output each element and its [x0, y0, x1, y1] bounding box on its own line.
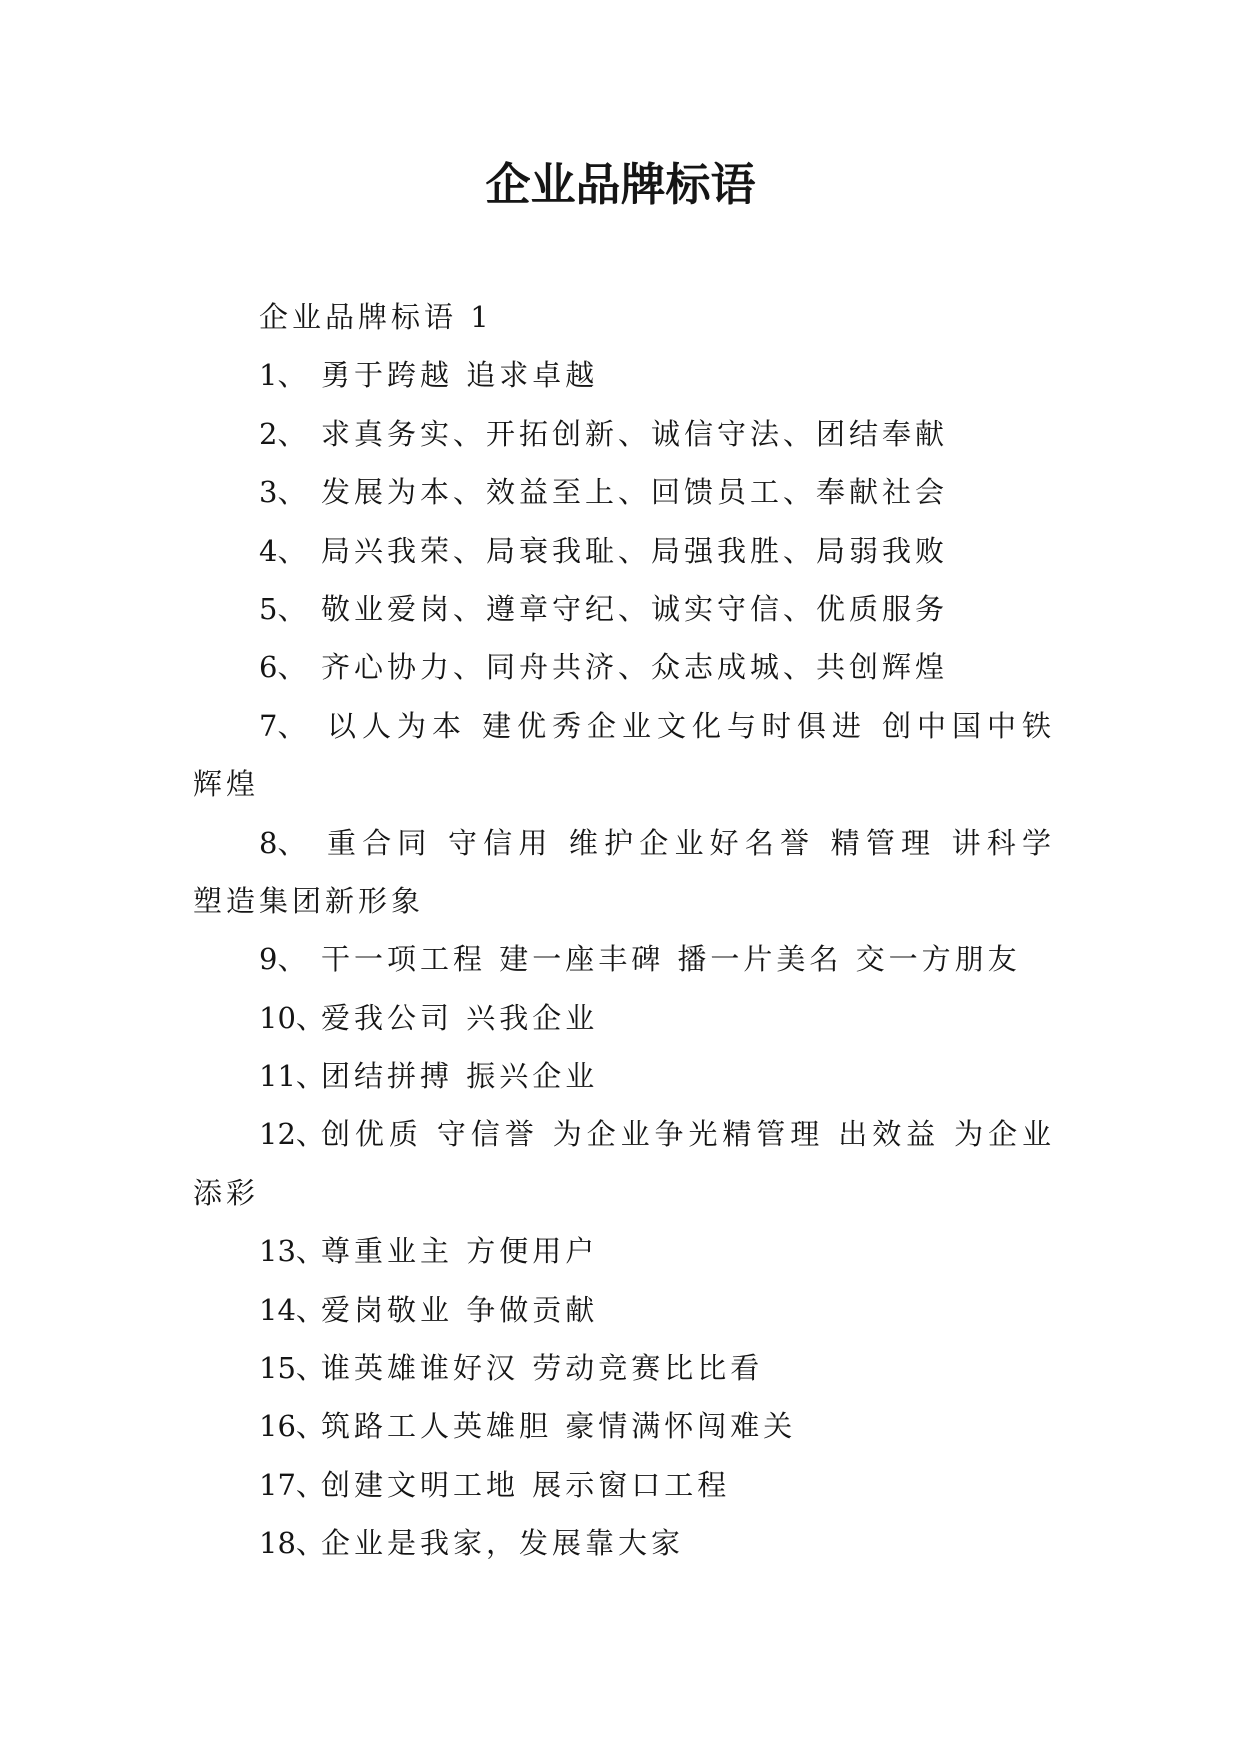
- slogan-item: [193, 989, 1055, 1047]
- slogan-text: 发展为本、效益至上、回馈员工、奉献社会: [321, 475, 949, 510]
- slogan-text: 以人为本 建优秀企业文化与时俱进 创中国中铁: [327, 708, 1055, 743]
- slogan-item: [193, 638, 1055, 696]
- slogan-number: 17、: [259, 1467, 325, 1502]
- slogan-number: 4、: [259, 533, 307, 568]
- slogan-text: 局兴我荣、局衰我耻、局强我胜、局弱我败: [321, 533, 949, 568]
- section-heading: [193, 288, 1055, 346]
- slogan-item: [193, 1514, 1055, 1572]
- slogan-text: 敬业爱岗、遵章守纪、诚实守信、优质服务: [321, 591, 949, 626]
- slogan-item: [193, 1047, 1055, 1105]
- slogan-item: [193, 1222, 1055, 1280]
- slogan-continuation-text: 添彩: [193, 1175, 260, 1210]
- slogan-number: 3、: [259, 475, 307, 510]
- slogan-continuation: [193, 872, 1055, 930]
- slogan-continuation: [193, 1164, 1055, 1222]
- slogan-text: 创建文明工地 展示窗口工程: [321, 1467, 731, 1502]
- slogan-number: 1、: [259, 358, 307, 393]
- slogan-item: [193, 697, 1055, 755]
- slogan-text: 齐心协力、同舟共济、众志成城、共创辉煌: [321, 650, 949, 685]
- slogan-item: [193, 1339, 1055, 1397]
- slogan-number: 11、: [259, 1059, 325, 1094]
- slogan-text: 企业是我家，发展靠大家: [321, 1526, 685, 1561]
- slogan-text: 创优质 守信誉 为企业争光精管理 出效益 为企业: [321, 1117, 1055, 1152]
- slogan-continuation: [193, 755, 1055, 813]
- slogan-item: [193, 522, 1055, 580]
- slogan-item: [193, 405, 1055, 463]
- slogan-continuation-text: 辉煌: [193, 767, 260, 802]
- slogan-number: 16、: [259, 1409, 325, 1444]
- slogan-number: 6、: [259, 650, 307, 685]
- slogan-item: [193, 1281, 1055, 1339]
- slogan-text: 爱岗敬业 争做贡献: [321, 1292, 599, 1327]
- slogan-text: 重合同 守信用 维护企业好名誉 精管理 讲科学: [327, 825, 1055, 860]
- slogan-number: 12、: [259, 1117, 325, 1152]
- slogan-continuation-text: 塑造集团新形象: [193, 883, 425, 918]
- slogan-number: 18、: [259, 1526, 325, 1561]
- slogan-text: 求真务实、开拓创新、诚信守法、团结奉献: [321, 416, 949, 451]
- slogan-number: 14、: [259, 1292, 325, 1327]
- slogan-text: 团结拼搏 振兴企业: [321, 1059, 599, 1094]
- slogan-text: 筑路工人英雄胆 豪情满怀闯难关: [321, 1409, 797, 1444]
- slogan-number: 15、: [259, 1351, 325, 1386]
- document-title: 企业品牌标语: [485, 158, 756, 211]
- slogan-text: 爱我公司 兴我企业: [321, 1000, 599, 1035]
- slogan-number: 9、: [259, 942, 307, 977]
- slogan-item: [193, 463, 1055, 521]
- slogan-text: 勇于跨越 追求卓越: [321, 358, 599, 393]
- slogan-text: 尊重业主 方便用户: [321, 1234, 599, 1269]
- slogan-number: 13、: [259, 1234, 325, 1269]
- slogan-text: 谁英雄谁好汉 劳动竞赛比比看: [321, 1351, 764, 1386]
- slogan-item: [193, 346, 1055, 404]
- slogan-item: [193, 1105, 1055, 1163]
- slogan-item: [193, 930, 1055, 988]
- slogan-number: 8、: [259, 825, 307, 860]
- slogan-item: [193, 814, 1055, 872]
- slogan-item: [193, 580, 1055, 638]
- slogan-number: 7、: [259, 708, 307, 743]
- slogan-number: 5、: [259, 591, 307, 626]
- section-heading-text: 企业品牌标语 1: [259, 300, 493, 334]
- slogan-number: 10、: [259, 1000, 325, 1035]
- slogan-number: 2、: [259, 416, 307, 451]
- slogan-item: [193, 1397, 1055, 1455]
- slogan-text: 干一项工程 建一座丰碑 播一片美名 交一方朋友: [321, 942, 1021, 977]
- document-body: [193, 288, 1055, 1573]
- slogan-item: [193, 1456, 1055, 1514]
